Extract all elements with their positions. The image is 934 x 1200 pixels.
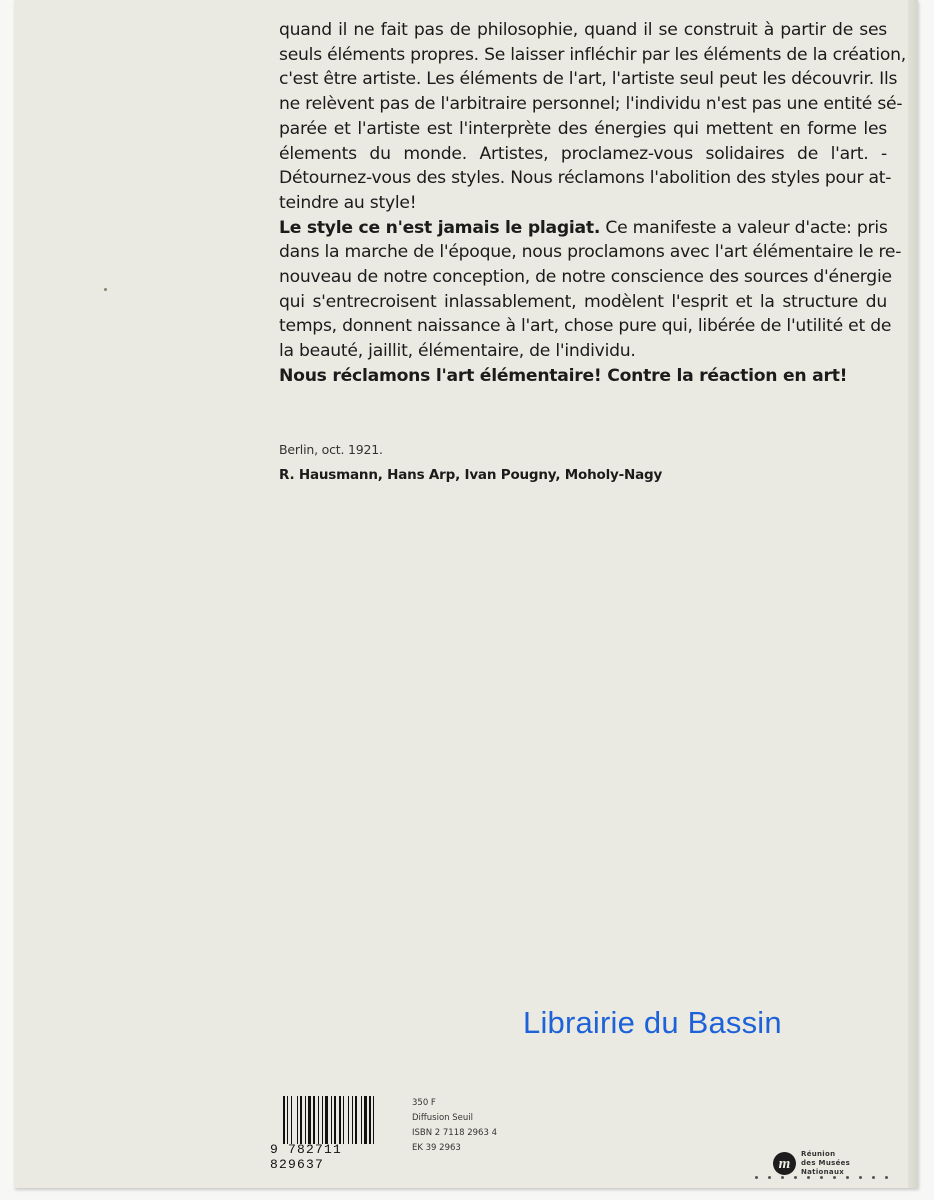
rmn-logo-icon: [773, 1152, 796, 1175]
barcode-bar: [325, 1096, 328, 1144]
signature-place-date: Berlin, oct. 1921.: [279, 442, 383, 457]
manifesto-line: quand il ne fait pas de philosophie, quand il se construit à partir de ses: [279, 20, 887, 40]
barcode-bar: [348, 1096, 349, 1144]
manifesto-line: nouveau de notre conception, de notre conscience des sources d'énergie: [279, 267, 892, 288]
paper-speck: [104, 288, 107, 291]
barcode-bar: [283, 1096, 285, 1144]
barcode-bar: [352, 1096, 353, 1144]
barcode: [270, 1096, 405, 1172]
manifesto-line: teindre au style!: [279, 192, 417, 213]
manifesto-line: élements du monde. Artistes, proclamez-vous solidaires de l'art. -: [279, 143, 887, 164]
barcode-bar: [322, 1096, 323, 1144]
manifesto-line: seuls éléments propres. Se laisser infléchir par les éléments de la création,: [279, 44, 906, 65]
publisher-dots: [755, 1176, 895, 1182]
barcode-bar: [364, 1096, 367, 1144]
barcode-bar: [313, 1096, 315, 1144]
barcode-bar: [373, 1096, 374, 1144]
publisher-dot: [794, 1176, 797, 1179]
publisher-dot: [755, 1176, 758, 1179]
barcode-bar: [297, 1096, 298, 1144]
manifesto-line: ne relèvent pas de l'arbitraire personnel; l'individu n'est pas une entité sé-: [279, 94, 903, 115]
barcode-bar: [300, 1096, 302, 1144]
publisher-dot: [768, 1176, 771, 1179]
signature-names: R. Hausmann, Hans Arp, Ivan Pougny, Moholy-Nagy: [279, 467, 663, 483]
publisher-line: des Musées: [801, 1159, 851, 1167]
catalog-code: EK 39 2963: [412, 1143, 461, 1153]
publisher-dot: [781, 1176, 784, 1179]
barcode-bars-icon: [283, 1096, 405, 1144]
price: 350 F: [412, 1098, 436, 1108]
barcode-bar: [343, 1096, 344, 1144]
barcode-bar: [305, 1096, 306, 1144]
barcode-bar: [291, 1096, 292, 1144]
publisher-dot: [872, 1176, 875, 1179]
publisher-dot: [885, 1176, 888, 1179]
manifesto-paragraph-opening: [279, 216, 887, 241]
publisher-dot: [859, 1176, 862, 1179]
barcode-bar: [308, 1096, 311, 1144]
manifesto-closing: Nous réclamons l'art élémentaire! Contre la réaction en art!: [279, 365, 848, 386]
barcode-bar: [331, 1096, 332, 1144]
svg-text:m: m: [778, 1156, 791, 1172]
manifesto-line: qui s'entrecroisent inlassablement, modèlent l'esprit et la structure du: [279, 291, 887, 312]
barcode-bar: [339, 1096, 341, 1144]
distribution: Diffusion Seuil: [412, 1113, 473, 1123]
barcode-number: 9 782711 829637: [270, 1142, 343, 1172]
publisher-dot: [807, 1176, 810, 1179]
manifesto-line: c'est être artiste. Les éléments de l'art, l'artiste seul peut les découvrir. Ils: [279, 69, 898, 90]
manifesto-line: Détournez-vous des styles. Nous réclamons l'abolition des styles pour at-: [279, 168, 892, 189]
barcode-bar: [355, 1096, 357, 1144]
isbn: ISBN 2 7118 2963 4: [412, 1128, 497, 1138]
manifesto-line-rest: Ce manifeste a valeur d'acte: pris: [600, 217, 888, 238]
barcode-bar: [287, 1096, 288, 1144]
publisher-dot: [833, 1176, 836, 1179]
manifesto-line: dans la marche de l'époque, nous proclamons avec l'art élémentaire le re-: [279, 242, 902, 263]
manifesto-text: [279, 18, 906, 389]
barcode-bar: [318, 1096, 319, 1144]
barcode-bar: [361, 1096, 362, 1144]
publisher-dot: [820, 1176, 823, 1179]
publication-info: [412, 1096, 497, 1156]
barcode-bar: [334, 1096, 336, 1144]
book-edge: [908, 0, 918, 1188]
bookstore-stamp: Librairie du Bassin: [523, 1005, 782, 1040]
publisher-dot: [846, 1176, 849, 1179]
manifesto-line: parée et l'artiste est l'interprète des énergies qui mettent en forme les: [279, 118, 887, 139]
publisher-line: Réunion: [801, 1150, 836, 1158]
manifesto-line: la beauté, jaillit, élémentaire, de l'individu.: [279, 341, 636, 362]
publisher-line: Nationaux: [801, 1168, 845, 1176]
manifesto-bold-statement: Le style ce n'est jamais le plagiat.: [279, 217, 601, 238]
manifesto-line: temps, donnent naissance à l'art, chose pure qui, libérée de l'utilité et de: [279, 316, 892, 337]
publisher-name: [801, 1150, 850, 1177]
barcode-bar: [369, 1096, 371, 1144]
